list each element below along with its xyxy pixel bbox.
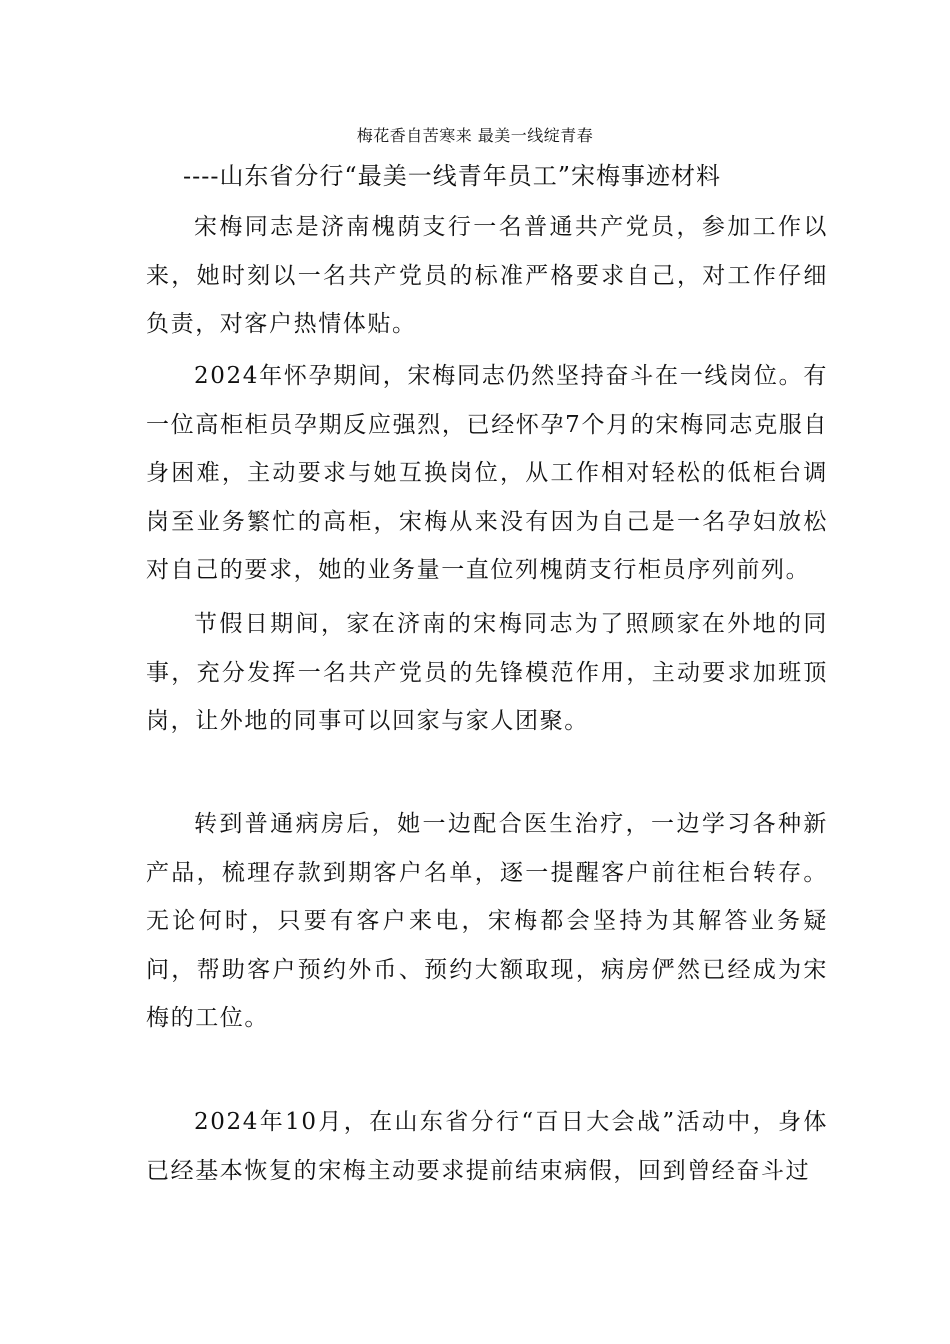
document-subtitle: ----山东省分行“最美一线青年员工”宋梅事迹材料: [183, 162, 721, 190]
paragraph: 2024年10月，在山东省分行“百日大会战”活动中，身体已经基本恢复的宋梅主动要求提前结束病假，回到曾经奋斗过: [146, 1109, 828, 1184]
document-title: 梅花香自苦寒来 最美一线绽青春: [356, 126, 594, 145]
paragraph: 节假日期间，家在济南的宋梅同志为了照顾家在外地的同事，充分发挥一名共产党员的先锋模范作用，主动要求加班顶岗，让外地的同事可以回家与家人团聚。: [146, 611, 828, 734]
paragraph: 宋梅同志是济南槐荫支行一名普通共产党员，参加工作以来，她时刻以一名共产党员的标准严格要求自己，对工作仔细负责，对客户热情体贴。: [146, 214, 828, 337]
paragraph: 2024年怀孕期间，宋梅同志仍然坚持奋斗在一线岗位。有一位高柜柜员孕期反应强烈，已经怀孕7个月的宋梅同志克服自身困难，主动要求与她互换岗位，从工作相对轻松的低柜台调岗至业务繁忙的高柜，宋梅从来没有因为自己是一名孕妇放松对自己的要求，她的业务量一直位列槐荫支行柜员序列前列。: [146, 363, 828, 583]
paragraph: 转到普通病房后，她一边配合医生治疗，一边学习各种新产品，梳理存款到期客户名单，逐一提醒客户前往柜台转存。无论何时，只要有客户来电，宋梅都会坚持为其解答业务疑问，帮助客户预约外币、预约大额取现，病房俨然已经成为宋梅的工位。: [146, 811, 828, 1031]
